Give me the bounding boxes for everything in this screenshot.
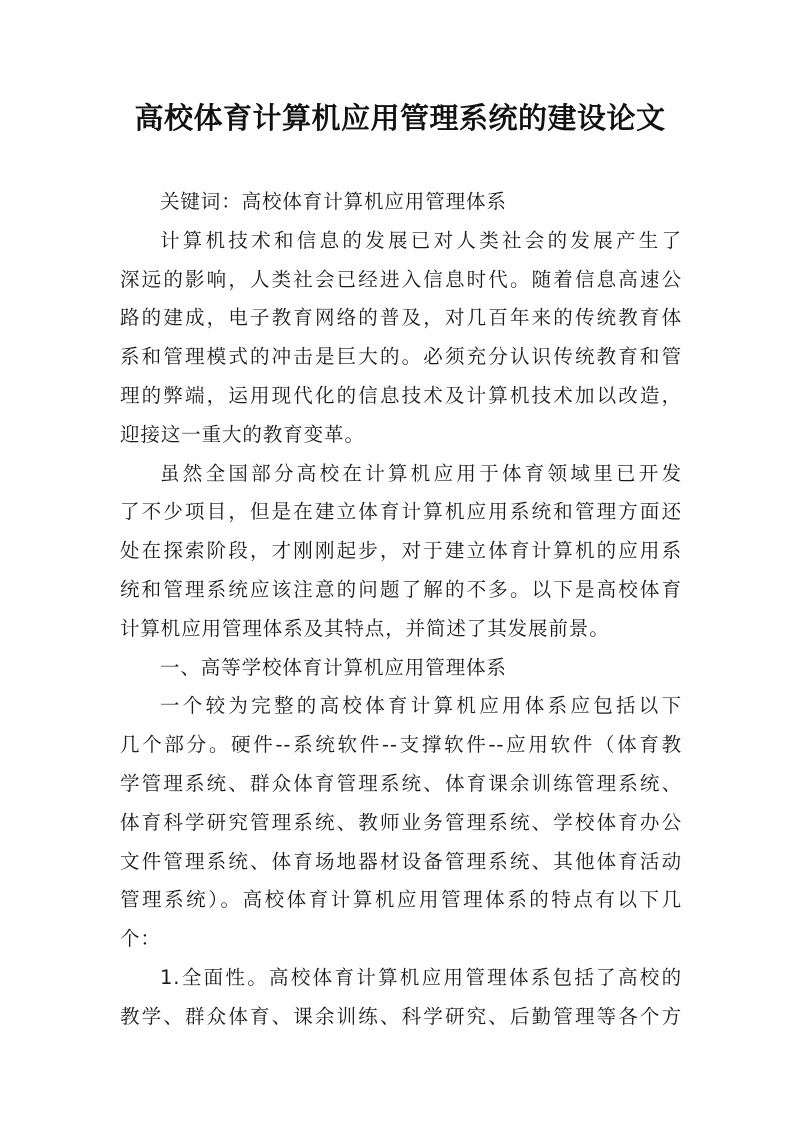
paragraph-line: 文件管理系统、体育场地器材设备管理系统、其他体育活动 xyxy=(120,849,682,873)
paragraph-line: 几个部分。硬件--系统软件--支撑软件--应用软件（体育教 xyxy=(120,733,682,757)
paragraph-line: 系和管理模式的冲击是巨大的。必须充分认识传统教育和管 xyxy=(120,345,682,369)
paragraph-line: 1.全面性。高校体育计算机应用管理体系包括了高校的 xyxy=(160,965,682,989)
paragraph-line: 学管理系统、群众体育管理系统、体育课余训练管理系统、 xyxy=(120,771,682,795)
paragraph-line: 迎接这一重大的教育变革。 xyxy=(120,422,365,446)
paragraph-line: 了不少项目，但是在建立体育计算机应用系统和管理方面还 xyxy=(120,500,682,524)
paragraph-line: 路的建成，电子教育网络的普及，对几百年来的传统教育体 xyxy=(120,306,682,330)
paragraph-line: 一个较为完整的高校体育计算机应用体系应包括以下 xyxy=(160,694,682,718)
paragraph-line: 深远的影响，人类社会已经进入信息时代。随着信息高速公 xyxy=(120,267,682,291)
section-heading: 一、高等学校体育计算机应用管理体系 xyxy=(160,655,507,679)
document-title: 高校体育计算机应用管理系统的建设论文 xyxy=(134,101,666,135)
paragraph-line: 处在探索阶段，才刚刚起步，对于建立体育计算机的应用系 xyxy=(120,539,682,563)
paragraph-line: 统和管理系统应该注意的问题了解的不多。以下是高校体育 xyxy=(120,577,682,601)
paragraph-line: 虽然全国部分高校在计算机应用于体育领域里已开发 xyxy=(160,461,682,485)
keywords-line: 关键词：高校体育计算机应用管理体系 xyxy=(160,190,507,213)
paragraph-line: 教学、群众体育、课余训练、科学研究、后勤管理等各个方 xyxy=(120,1004,682,1028)
paragraph-line: 个： xyxy=(120,927,161,951)
paragraph-line: 管理系统）。高校体育计算机应用管理体系的特点有以下几 xyxy=(120,888,682,912)
paragraph-line: 计算机应用管理体系及其特点，并简述了其发展前景。 xyxy=(120,616,610,640)
paragraph-line: 计算机技术和信息的发展已对人类社会的发展产生了 xyxy=(160,228,682,252)
paragraph-line: 理的弊端，运用现代化的信息技术及计算机技术加以改造， xyxy=(120,383,682,407)
paragraph-line: 体育科学研究管理系统、教师业务管理系统、学校体育办公 xyxy=(120,810,682,834)
document-body xyxy=(120,183,682,1037)
